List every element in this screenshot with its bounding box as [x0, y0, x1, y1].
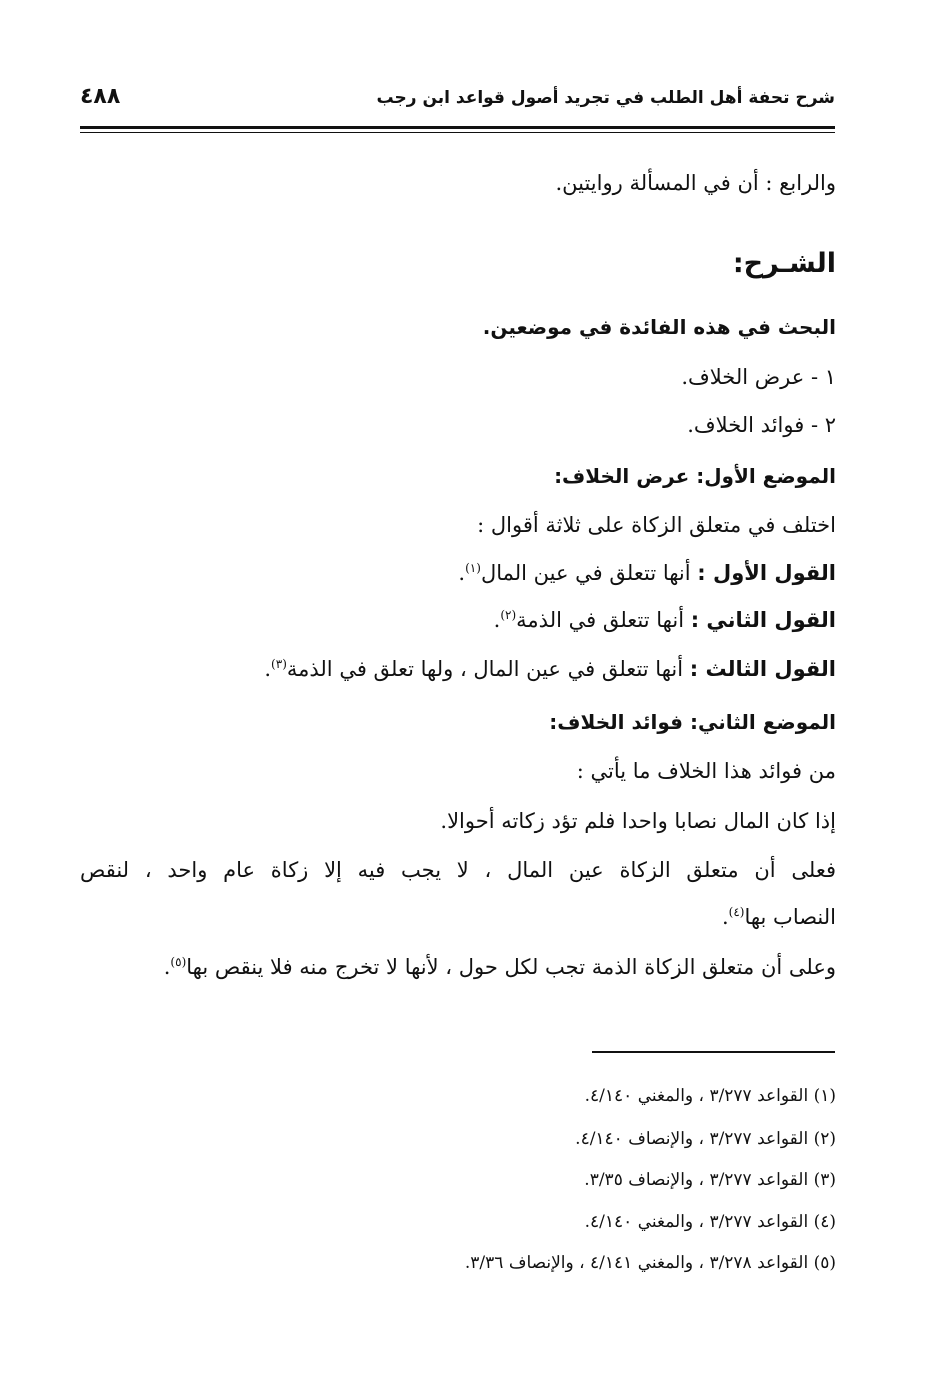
footnote-1: (١) القواعد ٣/٢٧٧ ، والمغني ٤/١٤٠. [584, 1086, 836, 1106]
discussion-intro: البحث في هذه الفائدة في موضعين. [482, 315, 836, 339]
opinion-3-text: أنها تتعلق في عين المال ، ولها تعلق في الذمة [286, 657, 690, 681]
period: . [458, 561, 466, 585]
explanation-heading: الشـرح: [732, 248, 836, 279]
period: . [721, 905, 729, 929]
footnote-ref-2: (٢) [500, 608, 517, 622]
footnote-divider [592, 1051, 835, 1053]
list-item-2: ٢ - فوائد الخلاف. [687, 413, 836, 437]
opinion-2-text: أنها تتعلق في الذمة [516, 608, 691, 632]
footnote-5: (٥) القواعد ٣/٢٧٨ ، والمغني ٤/١٤١ ، والإنصاف ٣/٣٦. [464, 1253, 836, 1273]
footnote-ref-1: (١) [465, 561, 481, 575]
footnote-ref-4: (٤) [728, 905, 745, 919]
list-item-1: ١ - عرض الخلاف. [681, 365, 836, 389]
first-place-intro: اختلف في متعلق الزكاة على ثلاثة أقوال : [477, 513, 836, 537]
period: . [264, 657, 272, 681]
opinion-3-label: القول الثالث : [689, 657, 836, 681]
opinion-line-2 [80, 605, 836, 635]
first-opinion-continuation [80, 902, 836, 932]
second-opinion-text: وعلى أن متعلق الزكاة الذمة تجب لكل حول ، لأنها لا تخرج منه فلا ينقص بها [186, 955, 836, 979]
case-statement: إذا كان المال نصابا واحدا فلم تؤد زكاته أحوالا. [440, 809, 836, 833]
first-opinion-line: فعلى أن متعلق الزكاة عين المال ، لا يجب فيه إلا زكاة عام واحد ، لنقص [80, 858, 836, 882]
opinion-line-1 [80, 558, 836, 588]
first-opinion-text: النصاب بها [744, 905, 836, 929]
opinion-1-label: القول الأول : [697, 561, 836, 585]
period: . [163, 955, 171, 979]
footnote-ref-3: (٣) [271, 657, 287, 671]
second-place-heading: الموضع الثاني: فوائد الخلاف: [549, 710, 836, 734]
footnote-ref-5: (٥) [170, 955, 187, 969]
fourth-point-line: والرابع : أن في المسألة روايتين. [555, 171, 836, 195]
footnote-3: (٣) القواعد ٣/٢٧٧ ، والإنصاف ٣/٣٥. [584, 1170, 836, 1190]
page-number: ٤٨٨ [80, 84, 121, 109]
second-place-intro: من فوائد هذا الخلاف ما يأتي : [576, 759, 836, 783]
period: . [493, 608, 501, 632]
footnote-4: (٤) القواعد ٣/٢٧٧ ، والمغني ٤/١٤٠. [584, 1212, 836, 1232]
header-divider-thick [80, 126, 835, 129]
running-title: شرح تحفة أهل الطلب في تجريد أصول قواعد ابن رجب [376, 88, 835, 108]
page-header [80, 82, 835, 132]
header-divider-thin [80, 132, 835, 133]
opinion-1-text: أنها تتعلق في عين المال [480, 561, 698, 585]
second-opinion-line [80, 952, 836, 982]
opinion-line-3 [80, 654, 836, 684]
footnote-2: (٢) القواعد ٣/٢٧٧ ، والإنصاف ٤/١٤٠. [575, 1129, 836, 1149]
first-place-heading: الموضع الأول: عرض الخلاف: [554, 464, 836, 488]
opinion-2-label: القول الثاني : [690, 608, 836, 632]
